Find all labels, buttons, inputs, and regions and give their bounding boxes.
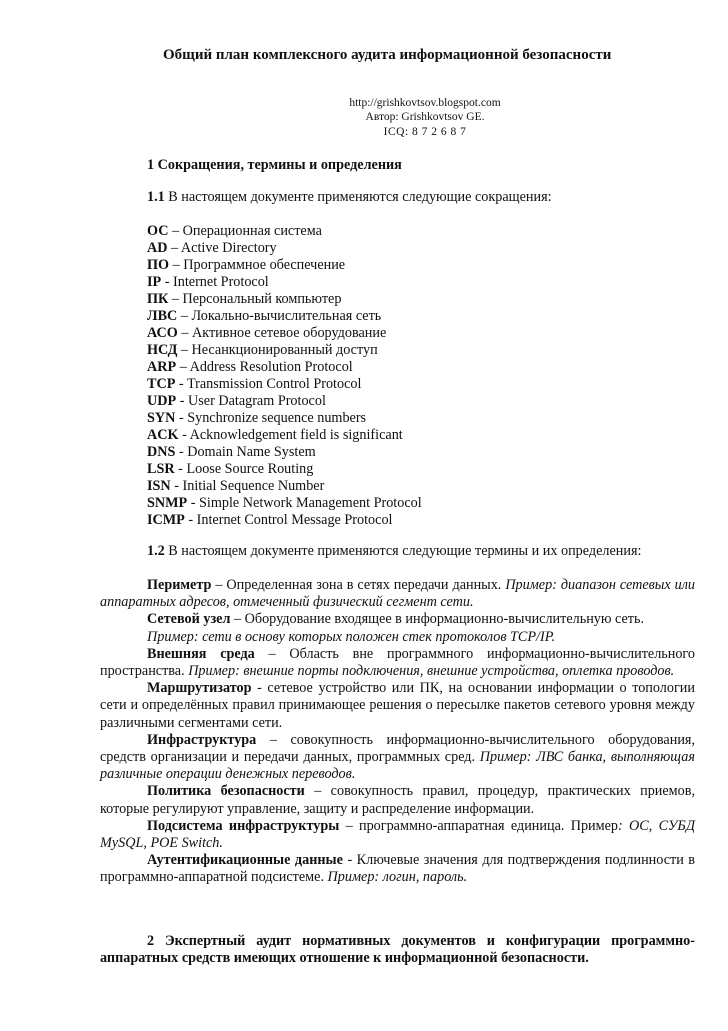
separator: –: [169, 257, 184, 273]
list-item: [147, 223, 422, 240]
definitions-list: [100, 577, 695, 887]
abbreviation-meaning: User Datagram Protocol: [188, 393, 326, 409]
separator: –: [177, 325, 193, 341]
definition-security-policy: [100, 783, 695, 817]
separator: -: [175, 444, 188, 460]
list-item: [147, 376, 422, 393]
separator: -: [184, 512, 197, 528]
abbreviation-meaning: Internet Control Message Protocol: [196, 512, 393, 528]
definition-term: Периметр: [147, 577, 212, 593]
definition-text: - Ключевые значения для подтверждения подлинности в программно-аппаратной подсистеме.: [100, 852, 696, 886]
author-blog-url: http://grishkovtsov.blogspot.com: [349, 97, 501, 109]
abbreviation: SYN: [147, 410, 176, 426]
definition-text: – Определенная зона в сетях передачи данных.: [211, 577, 506, 593]
list-item: [147, 427, 422, 444]
abbreviation-meaning: Активное сетевое оборудование: [192, 325, 387, 341]
definition-term: Внешняя среда: [147, 645, 255, 662]
abbreviation: НСД: [147, 342, 178, 358]
paragraph-number: 1.2: [147, 543, 165, 559]
abbreviation: ICMP: [147, 512, 185, 528]
abbreviation: ПК: [147, 291, 169, 307]
abbreviation-meaning: Операционная система: [182, 223, 322, 239]
list-item: [147, 359, 422, 376]
definition-network-node-example: [100, 629, 695, 646]
abbreviation: ЛВС: [147, 308, 178, 324]
abbreviation-meaning: Address Resolution Protocol: [189, 359, 353, 375]
abbreviation: ISN: [147, 478, 171, 494]
abbreviation: TCP: [147, 376, 176, 392]
abbreviation-meaning: Simple Network Management Protocol: [199, 495, 422, 511]
definition-external-environment: [100, 646, 695, 680]
definition-text: - сетевое устройство или ПК, на основании информации о топологии сети и определённых правил принимающее решения о пересылке пакетов сетевого уровня между различными сегментами сети.: [100, 680, 695, 731]
author-icq: ICQ: 8 7 2 6 8 7: [383, 126, 467, 138]
abbreviation: ARP: [147, 359, 177, 375]
abbreviation: АСО: [147, 325, 178, 341]
definition-term: Инфраструктура: [147, 731, 257, 748]
definition-term: Маршрутизатор: [147, 680, 252, 697]
abbreviation-meaning: Локально-вычислительная сеть: [191, 308, 382, 324]
separator: –: [168, 223, 183, 239]
separator: -: [175, 410, 188, 426]
separator: -: [170, 478, 183, 494]
definition-example: : ОС, СУБД MySQL, POE Switch.: [100, 817, 695, 852]
abbreviation-meaning: Программное обеспечение: [183, 257, 346, 273]
definition-text: – совокупность информационно-вычислительного оборудования, средств организации и передачи данных, программных сред.: [100, 731, 695, 766]
definition-term: Подсистема инфраструктуры: [147, 817, 340, 834]
abbreviation-meaning: Active Directory: [180, 240, 277, 256]
abbreviation: IP: [147, 274, 162, 290]
abbreviation-meaning: Персональный компьютер: [182, 291, 342, 307]
abbreviation: ОС: [147, 223, 169, 239]
author-name: Автор: Grishkovtsov GE.: [365, 111, 485, 123]
list-item: [147, 461, 422, 478]
paragraph-number: 1.1: [147, 189, 165, 205]
list-item: [147, 478, 422, 495]
separator: -: [161, 274, 174, 290]
separator: –: [177, 308, 192, 324]
abbreviation-meaning: Несанкционированный доступ: [191, 342, 378, 358]
section-1-heading: 1 Сокращения, термины и определения: [147, 157, 402, 173]
definition-example: Пример: диапазон сетевых или аппаратных адресов, отмеченный физический сегмент сети.: [100, 577, 696, 611]
abbreviation-meaning: Loose Source Routing: [186, 461, 314, 477]
definition-term: Сетевой узел: [147, 611, 231, 628]
abbreviation-meaning: Initial Sequence Number: [182, 478, 325, 494]
definition-example: Пример: внешние порты подключения, внешние устройства, оплетка проводов.: [188, 663, 675, 680]
abbreviation: LSR: [147, 461, 175, 477]
abbreviation-meaning: Transmission Control Protocol: [186, 376, 362, 392]
separator: -: [178, 427, 190, 443]
definition-infrastructure-subsystem: [100, 818, 695, 852]
list-item: [147, 240, 422, 257]
section-2-heading: 2 Экспертный аудит нормативных документов и конфигурации программно-аппаратных средств имеющих отношение к информационной безопасности.: [100, 933, 695, 967]
abbreviation-meaning: Domain Name System: [187, 444, 316, 460]
list-item: [147, 325, 422, 342]
abbreviation: DNS: [147, 444, 176, 460]
list-item: [147, 274, 422, 291]
abbreviation-meaning: Acknowledgement field is significant: [189, 427, 403, 443]
separator: –: [176, 359, 190, 375]
abbreviation-meaning: Synchronize sequence numbers: [187, 410, 367, 426]
abbreviation: ACK: [147, 427, 179, 443]
abbreviation: SNMP: [147, 495, 188, 511]
definition-router: [100, 680, 695, 732]
abbreviation: ПО: [147, 257, 170, 273]
paragraph-text: В настоящем документе применяются следующие термины и их определения:: [164, 543, 642, 559]
definition-text: – Область вне программного информационно-вычислительного пространства.: [100, 645, 695, 680]
separator: -: [175, 376, 187, 392]
abbreviation: AD: [147, 240, 168, 256]
definition-network-node: [100, 611, 695, 628]
list-item: [147, 342, 422, 359]
separator: -: [187, 495, 200, 511]
definition-term: Аутентификационные данные: [147, 852, 343, 869]
list-item: [147, 393, 422, 410]
definition-example: Пример: ЛВС банка, выполняющая различные операции денежных переводов.: [100, 749, 695, 783]
definition-example: Пример: сети в основу которых положен стек протоколов TCP/IP.: [147, 628, 556, 645]
list-item: [147, 257, 422, 274]
definition-text: – программно-аппаратная единица. Пример: [339, 817, 619, 834]
list-item: [147, 291, 422, 308]
list-item: [147, 308, 422, 325]
separator: –: [177, 342, 192, 358]
definition-perimeter: [100, 577, 695, 611]
list-item: [147, 410, 422, 427]
abbreviation: UDP: [147, 393, 177, 409]
separator: -: [174, 461, 187, 477]
abbreviation-list: [147, 223, 422, 529]
abbreviation-meaning: Internet Protocol: [173, 274, 269, 290]
definition-text: – совокупность правил, процедур, практических приемов, которые регулируют управление, защиту и распределение информации.: [100, 783, 695, 817]
definition-text: – Оборудование входящее в информационно-вычислительную сеть.: [230, 611, 645, 628]
separator: –: [167, 240, 181, 256]
separator: –: [168, 291, 183, 307]
definition-example: Пример: логин, пароль.: [327, 869, 468, 886]
paragraph-text: В настоящем документе применяются следующие сокращения:: [164, 189, 552, 205]
separator: -: [176, 393, 188, 409]
list-item: [147, 512, 422, 529]
list-item: [147, 444, 422, 461]
definition-infrastructure: [100, 732, 695, 784]
definition-term: Политика безопасности: [147, 783, 305, 800]
definition-authentication-data: [100, 852, 695, 886]
list-item: [147, 495, 422, 512]
paragraph-1-2: [147, 543, 641, 560]
document-title: Общий план комплексного аудита информационной безопасности: [163, 47, 612, 63]
paragraph-1-1: [147, 189, 552, 206]
